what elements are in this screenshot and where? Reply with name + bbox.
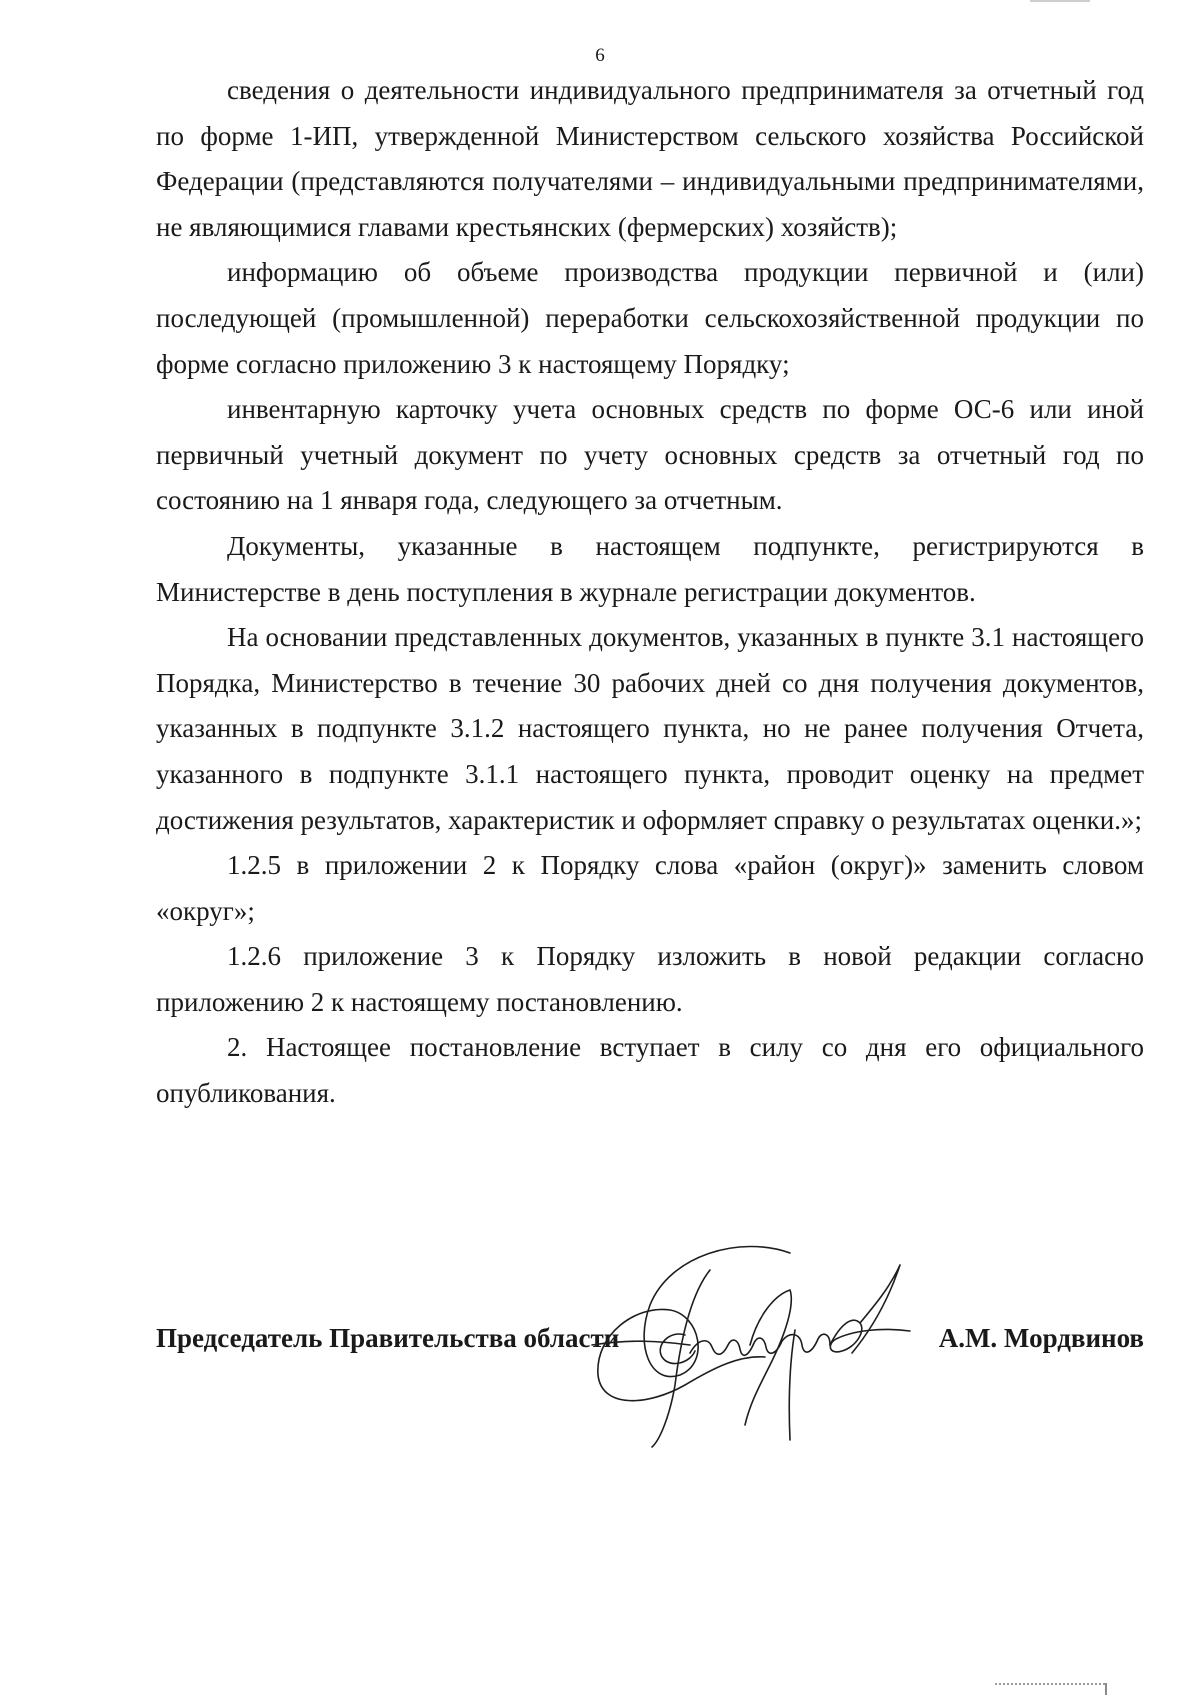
- signer-name: А.М. Мордвинов: [938, 1323, 1144, 1353]
- paragraph-individual-entrepreneur-info: сведения о деятельности индивидуального предпринимателя за отчетный год по форме 1-ИП, утвержденной Министерством сельского хозяйства Российской Федерации (представляются получателями – индивидуальными предпринимателями, не являющимися главами крестьянских (фермерских) хозяйств);: [156, 75, 1144, 242]
- paragraph-production-volume-info: информацию об объеме производства продукции первичной и (или) последующей (промышленной) переработки сельскохозяйственной продукции по форме согласно приложению 3 к настоящему Порядку;: [156, 257, 1144, 379]
- paragraph-item-1-2-6: 1.2.6 приложение 3 к Порядку изложить в новой редакции согласно приложению 2 к настоящему постановлению.: [156, 941, 1144, 1017]
- scan-mark-bottom-right: [995, 1683, 1105, 1685]
- document-body: [156, 68, 1144, 1117]
- scan-mark-bottom-edge: [1105, 1683, 1107, 1695]
- paragraph-assessment: На основании представленных документов, указанных в пункте 3.1 настоящего Порядка, Министерство в течение 30 рабочих дней со дня получения документов, указанных в подпункте 3.1.2 настоящего пункта, но не ранее получения Отчета, указанного в подпункте 3.1.1 настоящего пункта, проводит оценку на предмет достижения результатов, характеристик и оформляет справку о результатах оценки.»;: [156, 622, 1144, 835]
- paragraph-document-registration: Документы, указанные в настоящем подпункте, регистрируются в Министерстве в день поступления в журнале регистрации документов.: [156, 530, 1144, 607]
- paragraph-effective-date: 2. Настоящее постановление вступает в силу со дня его официального опубликования.: [156, 1032, 1144, 1109]
- paragraph-item-1-2-5: 1.2.5 в приложении 2 к Порядку слова «район (округ)» заменить словом «округ»;: [156, 850, 1144, 926]
- scan-mark-top-right: [1030, 0, 1090, 2]
- handwritten-signature: [590, 1235, 930, 1455]
- signer-title: Председатель Правительства области: [156, 1323, 620, 1353]
- paragraph-inventory-card: инвентарную карточку учета основных средств по форме ОС-6 или иной первичный учетный документ по учету основных средств за отчетный год по состоянию на 1 января года, следующего за отчетным.: [156, 394, 1144, 516]
- page-number: 6: [595, 45, 605, 66]
